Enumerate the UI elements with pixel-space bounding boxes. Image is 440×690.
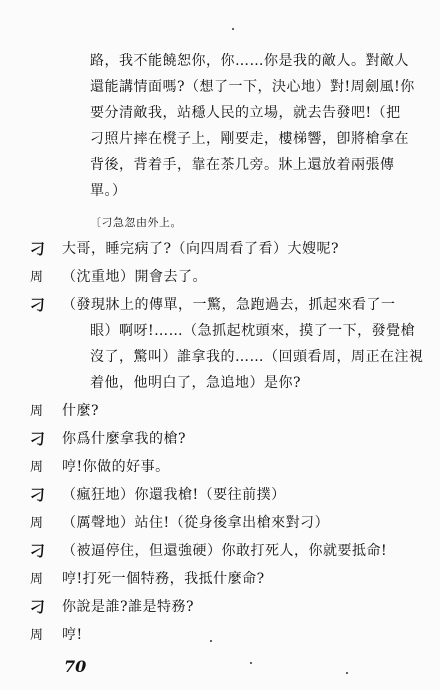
text-line: 還能講情面嗎?（想了一下，決心地）對!周劍風!你 — [90, 79, 415, 95]
speaker-label: 周 — [30, 572, 44, 587]
speaker-label: 周 — [30, 460, 44, 475]
dialogue-line: 沒了，驚叫）誰拿我的……（回頭看周，周正在注視 — [90, 349, 424, 365]
speaker-label: 刁 — [30, 296, 46, 314]
dialogue-line: （沈重地）開會去了。 — [62, 269, 207, 285]
dialogue-line: 眼）啊呀!……（急抓起枕頭來，摸了一下，發覺槍 — [90, 323, 416, 339]
dialogue-line: 哼!打死一個特務，我抵什麼命? — [62, 571, 265, 587]
scan-speck — [210, 640, 212, 642]
dialogue-line: 哼!你做的好事。 — [62, 459, 170, 475]
scan-speck — [250, 662, 252, 664]
text-line: 刁照片摔在櫈子上，剛要走，樓梯響，卽將槍拿在 — [90, 131, 409, 147]
speaker-label: 周 — [30, 404, 44, 419]
speaker-label: 刁 — [30, 598, 46, 616]
dialogue-line: （被逼停住，但還強硬）你敢打死人，你就要抵命! — [62, 543, 388, 559]
dialogue-line: （瘋狂地）你還我槍!（要往前撲） — [62, 487, 286, 503]
dialogue-line: 什麼? — [62, 403, 100, 419]
dialogue-line: （發現牀上的傳單，一驚，急跑過去，抓起來看了一 — [62, 297, 396, 313]
speaker-label: 刁 — [30, 486, 46, 504]
dialogue-line: 你說是誰?誰是特務? — [62, 599, 195, 615]
page-number: 70 — [64, 657, 87, 676]
speaker-label: 刁 — [30, 430, 46, 448]
scan-speck — [346, 672, 348, 674]
scan-speck — [232, 28, 234, 30]
speaker-label: 周 — [30, 628, 44, 643]
text-line: 背後，背着手，靠在茶几旁。牀上還放着兩張傳 — [90, 157, 395, 173]
text-line: 要分清敵我，站穩人民的立場，就去告發吧!（把 — [90, 105, 401, 121]
dialogue-line: （厲聲地）站住!（從身後拿出槍來對刁） — [62, 515, 330, 531]
dialogue-line: 你爲什麼拿我的槍? — [62, 431, 187, 447]
speaker-label: 刁 — [30, 240, 46, 258]
dialogue-line: 大哥，睡完病了?（向四周看了看）大嫂呢? — [62, 241, 340, 257]
speaker-label: 周 — [30, 270, 44, 285]
text-line: 單。） — [90, 183, 127, 199]
speaker-label: 刁 — [30, 542, 46, 560]
dialogue-line: 哼! — [62, 627, 83, 643]
text-line: 路，我不能饒恕你，你……你是我的敵人。對敵人 — [90, 53, 409, 69]
speaker-label: 周 — [30, 516, 44, 531]
stage-direction: 〔刁急忽由外上。 — [90, 216, 182, 229]
dialogue-line: 着他，他明白了，急追地）是你? — [90, 375, 302, 391]
